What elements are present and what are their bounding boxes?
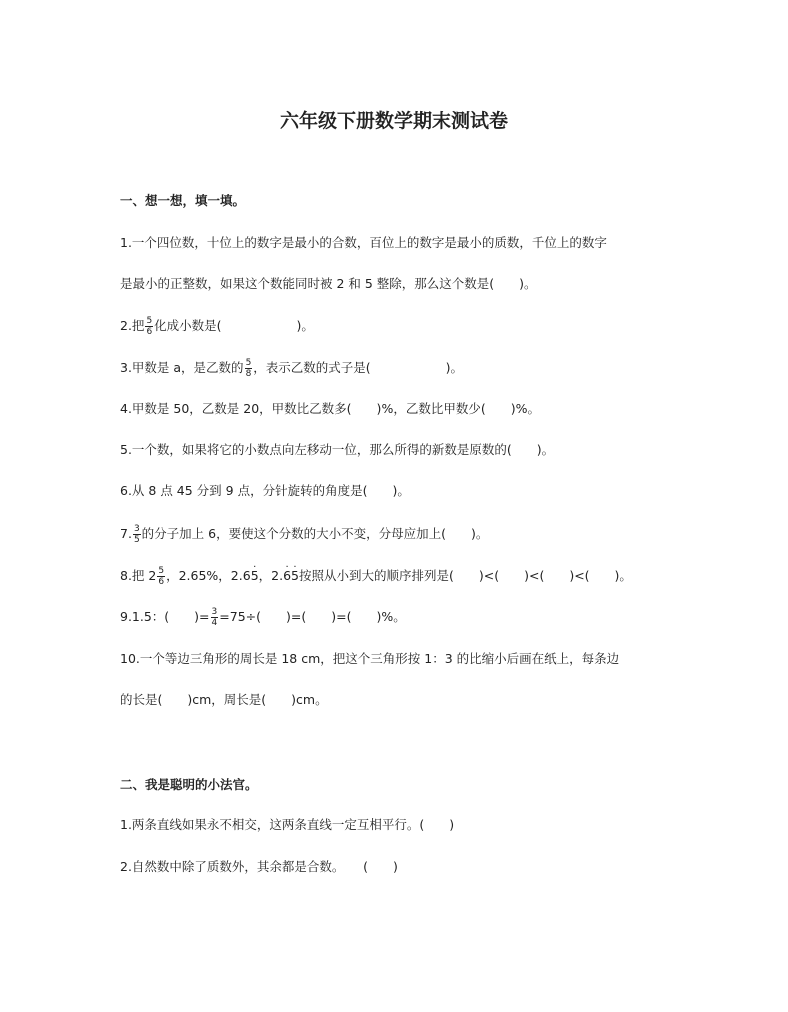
question-10-line-1: 10.一个等边三角形的周长是 18 cm，把这个三角形按 1：3 的比缩小后画在纸上，每条边 bbox=[120, 651, 620, 666]
fraction-numerator: 5 bbox=[146, 316, 153, 326]
fraction bbox=[245, 358, 253, 379]
question-7 bbox=[120, 524, 488, 545]
question-9-text-end: =75÷( )=( )=( )%。 bbox=[219, 609, 406, 624]
fraction bbox=[211, 607, 219, 628]
fraction-numerator: 3 bbox=[211, 607, 218, 617]
judgement-question-1: 1.两条直线如果永不相交，这两条直线一定互相平行。( ) bbox=[120, 817, 455, 832]
question-8-value-b: ，2. bbox=[258, 568, 284, 583]
question-8-text-end: 按照从小到大的顺序排列是( )<( )<( )<( )。 bbox=[298, 568, 632, 583]
question-9-text-start: 9.1.5：( )= bbox=[120, 609, 210, 624]
question-8 bbox=[120, 566, 632, 587]
fraction bbox=[145, 316, 153, 337]
question-3 bbox=[120, 358, 463, 379]
fraction-numerator: 5 bbox=[245, 358, 252, 368]
question-9 bbox=[120, 607, 406, 628]
fraction bbox=[157, 566, 165, 587]
question-6: 6.从 8 点 45 分到 9 点，分针旋转的角度是( )。 bbox=[120, 483, 410, 498]
repeating-digit: 5 · bbox=[291, 568, 299, 583]
fraction-denominator: 6 bbox=[146, 327, 153, 337]
question-4: 4.甲数是 50，乙数是 20，甲数比乙数多( )%，乙数比甲数少( )%。 bbox=[120, 401, 540, 416]
question-2-text-start: 2.把 bbox=[120, 318, 145, 333]
question-3-text-end: ，表示乙数的式子是( )。 bbox=[253, 360, 464, 375]
question-3-text-start: 3.甲数是 a，是乙数的 bbox=[120, 360, 244, 375]
fraction-numerator: 3 bbox=[133, 524, 140, 534]
section-2-heading: 二、我是聪明的小法官。 bbox=[120, 777, 258, 792]
fraction-numerator: 5 bbox=[158, 566, 165, 576]
repeating-digit: 5 · bbox=[251, 568, 259, 583]
fraction-denominator: 4 bbox=[211, 618, 218, 628]
fraction-denominator: 5 bbox=[133, 535, 140, 545]
fraction bbox=[133, 524, 141, 545]
question-10-line-2: 的长是( )cm，周长是( )cm。 bbox=[120, 692, 328, 707]
section-1-heading: 一、想一想，填一填。 bbox=[120, 193, 246, 208]
question-7-text-start: 7. bbox=[120, 526, 132, 541]
question-8-value-a: ，2.65%，2.6 bbox=[166, 568, 251, 583]
question-7-text-end: 的分子加上 6，要使这个分数的大小不变，分母应加上( )。 bbox=[141, 526, 489, 541]
question-1-line-1: 1.一个四位数，十位上的数字是最小的合数，百位上的数字是最小的质数，千位上的数字 bbox=[120, 235, 607, 250]
judgement-question-2: 2.自然数中除了质数外，其余都是合数。 ( ) bbox=[120, 859, 398, 874]
question-1-line-2: 是最小的正整数，如果这个数能同时被 2 和 5 整除，那么这个数是( )。 bbox=[120, 276, 537, 291]
question-8-text-start: 8.把 2 bbox=[120, 568, 157, 583]
fraction-denominator: 8 bbox=[245, 369, 252, 379]
question-2 bbox=[120, 316, 314, 337]
question-5: 5.一个数，如果将它的小数点向左移动一位，那么所得的新数是原数的( )。 bbox=[120, 442, 555, 457]
page-title: 六年级下册数学期末测试卷 bbox=[279, 110, 508, 132]
question-2-text-end: 化成小数是( )。 bbox=[154, 318, 314, 333]
fraction-denominator: 6 bbox=[158, 577, 165, 587]
repeating-digit: 6 · bbox=[283, 568, 291, 583]
